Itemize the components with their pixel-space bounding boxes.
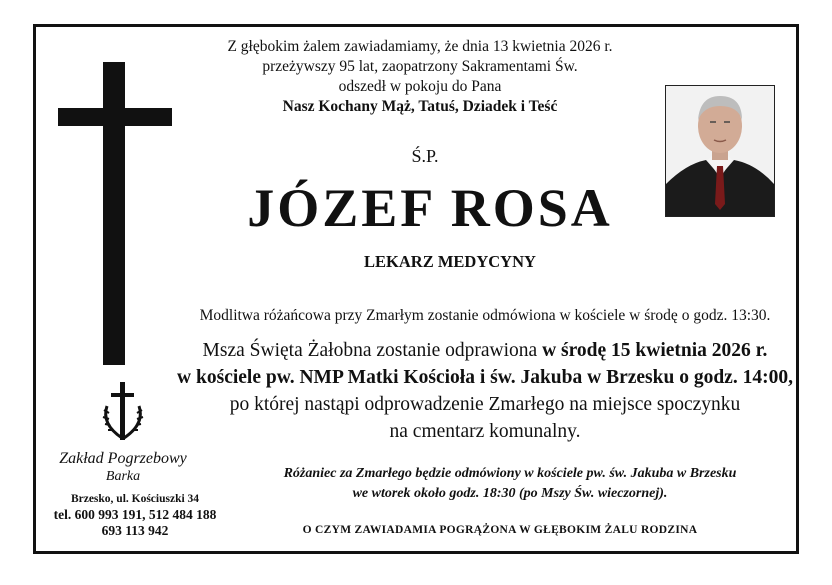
mass-line: na cmentarz komunalny. — [389, 421, 581, 442]
second-rosary-line: we wtorek około godz. 18:30 (po Mszy Św. wieczornej). — [352, 486, 668, 501]
mass-info — [160, 337, 810, 445]
funeral-home-address: Brzesko, ul. Kościuszki 34 — [70, 493, 200, 505]
closing-line: O CZYM ZAWIADAMIA POGRĄŻONA W GŁĘBOKIM ŻALU RODZINA — [302, 524, 698, 536]
funeral-home-brand: Barka — [105, 469, 141, 484]
family-relations: Nasz Kochany Mąż, Tatuś, Dziadek i Teść — [282, 98, 558, 115]
profession: LEKARZ MEDYCYNY — [364, 252, 536, 271]
funeral-home-contact — [40, 491, 230, 539]
second-rosary-note — [220, 464, 800, 504]
funeral-home-phone: tel. 600 993 191, 512 484 188 — [53, 507, 217, 522]
mass-line: Msza Święta Żałobna zostanie odprawiona — [202, 340, 543, 361]
portrait-icon — [666, 86, 774, 216]
portrait-photo — [665, 85, 775, 217]
mass-line: po której nastąpi odprowadzenie Zmarłego na miejsce spoczynku — [229, 394, 741, 415]
prefix-sp: Ś.P. — [411, 146, 439, 166]
deceased-name: JÓZEF ROSA — [247, 178, 613, 238]
second-rosary-line: Różaniec za Zmarłego będzie odmówiony w kościele pw. św. Jakuba w Brzesku — [283, 466, 737, 481]
mass-church: w kościele pw. NMP Matki Kościoła i św. Jakuba w Brzesku o godz. 14:00, — [177, 367, 793, 388]
intro-line: przeżywszy 95 lat, zaopatrzony Sakramentami Św. — [262, 58, 578, 75]
cross-wreath-logo-icon — [98, 380, 148, 442]
intro-text — [200, 37, 640, 117]
mass-date: w środę 15 kwietnia 2026 r. — [542, 340, 768, 361]
intro-line: Z głębokim żalem zawiadamiamy, że dnia 13 kwietnia 2026 r. — [227, 38, 613, 55]
funeral-home — [48, 450, 198, 486]
intro-line: odszedł w pokoju do Pana — [338, 78, 502, 95]
funeral-home-phone: 693 113 942 — [101, 523, 169, 538]
rosary-note: Modlitwa różańcowa przy Zmarłym zostanie odmówiona w kościele w środę o godz. 13:30. — [199, 307, 771, 324]
funeral-home-name: Zakład Pogrzebowy — [59, 450, 187, 467]
